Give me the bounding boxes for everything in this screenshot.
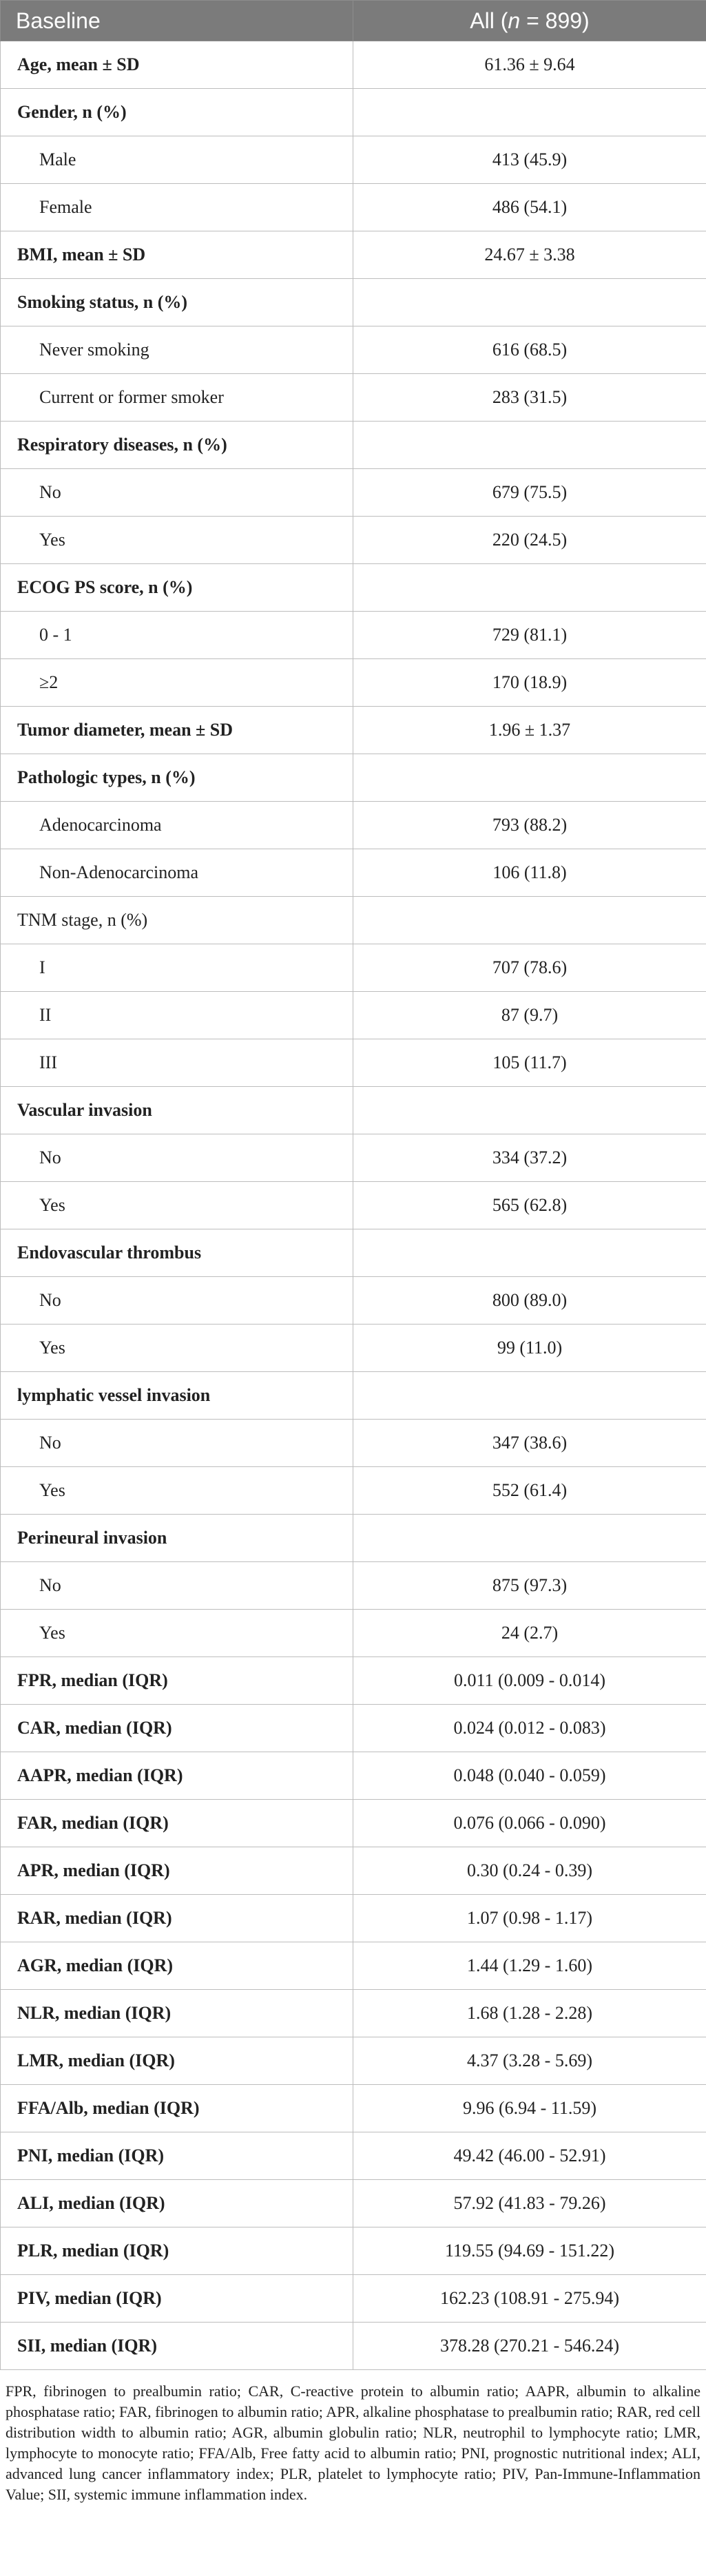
row-value: 4.37 (3.28 - 5.69) [353,2037,706,2085]
table-row [1,659,706,707]
table-row [1,1752,706,1800]
row-value: 1.96 ± 1.37 [353,707,706,754]
table-row [1,1515,706,1562]
table-row [1,564,706,612]
row-value: 707 (78.6) [353,944,706,992]
table-row [1,1467,706,1515]
row-label: Non-Adenocarcinoma [1,849,353,897]
row-label: Respiratory diseases, n (%) [1,422,353,469]
row-value: 486 (54.1) [353,184,706,231]
row-value: 170 (18.9) [353,659,706,707]
row-label: FAR, median (IQR) [1,1800,353,1847]
row-label: lymphatic vessel invasion [1,1372,353,1420]
row-value: 24.67 ± 3.38 [353,231,706,279]
row-value [353,1229,706,1277]
table-row [1,1705,706,1752]
row-label: Vascular invasion [1,1087,353,1134]
table-row [1,326,706,374]
row-label: Never smoking [1,326,353,374]
row-value: 800 (89.0) [353,1277,706,1325]
table-row [1,944,706,992]
table-row [1,1182,706,1229]
row-label: PLR, median (IQR) [1,2227,353,2275]
table-row [1,1325,706,1372]
row-label: TNM stage, n (%) [1,897,353,944]
table-body [1,41,706,2370]
row-label: BMI, mean ± SD [1,231,353,279]
row-value: 334 (37.2) [353,1134,706,1182]
table-row [1,1372,706,1420]
table-row [1,754,706,802]
row-value: 378.28 (270.21 - 546.24) [353,2323,706,2370]
row-label: Age, mean ± SD [1,41,353,89]
row-label: Yes [1,1325,353,1372]
row-value [353,1515,706,1562]
row-value: 162.23 (108.91 - 275.94) [353,2275,706,2323]
table-row [1,992,706,1039]
table-row [1,1087,706,1134]
row-label: SII, median (IQR) [1,2323,353,2370]
row-value: 793 (88.2) [353,802,706,849]
table-row [1,1895,706,1942]
row-value: 0.076 (0.066 - 0.090) [353,1800,706,1847]
row-value: 9.96 (6.94 - 11.59) [353,2085,706,2132]
table-row [1,469,706,517]
row-label: ECOG PS score, n (%) [1,564,353,612]
row-value [353,279,706,326]
row-value [353,1372,706,1420]
table-row [1,1039,706,1087]
row-label: AGR, median (IQR) [1,1942,353,1990]
row-value: 552 (61.4) [353,1467,706,1515]
row-value: 220 (24.5) [353,517,706,564]
table-row [1,1277,706,1325]
table-row [1,279,706,326]
row-value: 413 (45.9) [353,136,706,184]
row-label: Yes [1,1182,353,1229]
table-row [1,2180,706,2227]
row-label: Adenocarcinoma [1,802,353,849]
row-label: Endovascular thrombus [1,1229,353,1277]
row-value: 283 (31.5) [353,374,706,422]
row-value: 105 (11.7) [353,1039,706,1087]
row-label: Yes [1,1467,353,1515]
row-value: 347 (38.6) [353,1420,706,1467]
table-row [1,89,706,136]
row-value: 49.42 (46.00 - 52.91) [353,2132,706,2180]
table-row [1,1134,706,1182]
header-all-suffix: = 899) [520,8,590,33]
row-value [353,1087,706,1134]
row-label: Yes [1,517,353,564]
row-value: 729 (81.1) [353,612,706,659]
row-value [353,422,706,469]
row-value: 99 (11.0) [353,1325,706,1372]
row-label: 0 - 1 [1,612,353,659]
row-label: No [1,1420,353,1467]
table-row [1,1562,706,1610]
row-value: 875 (97.3) [353,1562,706,1610]
table-row [1,1229,706,1277]
row-label: Pathologic types, n (%) [1,754,353,802]
row-label: II [1,992,353,1039]
row-value: 1.68 (1.28 - 2.28) [353,1990,706,2037]
row-value [353,897,706,944]
table-row [1,802,706,849]
row-label: RAR, median (IQR) [1,1895,353,1942]
table-row [1,1610,706,1657]
row-label: Tumor diameter, mean ± SD [1,707,353,754]
row-value: 61.36 ± 9.64 [353,41,706,89]
table-row [1,1990,706,2037]
row-label: NLR, median (IQR) [1,1990,353,2037]
table-row [1,1657,706,1705]
row-label: Yes [1,1610,353,1657]
row-value: 106 (11.8) [353,849,706,897]
table-footnote: FPR, fibrinogen to prealbumin ratio; CAR, C-reactive protein to albumin ratio; AAPR, albumin to alkaline phosphatase ratio; FAR, fibrinogen to albumin ratio; APR, alkaline phosphatase to prealbumin ratio; RAR, red cell distribution width to albumin ratio; AGR, albumin globulin ratio; NLR, neutrophil to lymphocyte ratio; LMR, lymphocyte to monocyte ratio; FFA/Alb, Free fatty acid to albumin ratio; PNI, prognostic nutritional index; ALI, advanced lung cancer inflammatory index; PLR, platelet to lymphocyte ratio; PIV, Pan-Immune-Inflammation Value; SII, systemic immune inflammation index. [6,2382,700,2503]
row-value: 679 (75.5) [353,469,706,517]
row-label: Female [1,184,353,231]
header-baseline: Baseline [1,1,353,41]
header-all [353,1,706,41]
row-label: Male [1,136,353,184]
row-value: 616 (68.5) [353,326,706,374]
table-row [1,1800,706,1847]
row-label: No [1,469,353,517]
row-label: PIV, median (IQR) [1,2275,353,2323]
table-row [1,422,706,469]
table-row [1,2227,706,2275]
table-row [1,184,706,231]
row-label: ≥2 [1,659,353,707]
row-label: No [1,1134,353,1182]
row-value: 119.55 (94.69 - 151.22) [353,2227,706,2275]
header-all-prefix: All ( [470,8,508,33]
table-row [1,612,706,659]
table-row [1,849,706,897]
table-header-row [1,1,706,41]
table-row [1,231,706,279]
row-label: I [1,944,353,992]
row-value: 1.07 (0.98 - 1.17) [353,1895,706,1942]
row-value: 57.92 (41.83 - 79.26) [353,2180,706,2227]
table-row [1,2132,706,2180]
row-label: FFA/Alb, median (IQR) [1,2085,353,2132]
row-value: 0.30 (0.24 - 0.39) [353,1847,706,1895]
row-value: 565 (62.8) [353,1182,706,1229]
header-all-n: n [508,8,521,33]
row-value: 1.44 (1.29 - 1.60) [353,1942,706,1990]
row-label: APR, median (IQR) [1,1847,353,1895]
table-row [1,1420,706,1467]
row-label: III [1,1039,353,1087]
table-row [1,2275,706,2323]
row-value: 0.011 (0.009 - 0.014) [353,1657,706,1705]
row-value: 24 (2.7) [353,1610,706,1657]
row-label: CAR, median (IQR) [1,1705,353,1752]
table-row [1,897,706,944]
row-label: Gender, n (%) [1,89,353,136]
row-label: Perineural invasion [1,1515,353,1562]
table-row [1,1847,706,1895]
table-row [1,374,706,422]
table-row [1,517,706,564]
table-row [1,41,706,89]
row-value: 0.048 (0.040 - 0.059) [353,1752,706,1800]
table-row [1,136,706,184]
row-label: AAPR, median (IQR) [1,1752,353,1800]
row-label: No [1,1562,353,1610]
row-label: Smoking status, n (%) [1,279,353,326]
row-value [353,754,706,802]
row-label: FPR, median (IQR) [1,1657,353,1705]
table-row [1,2323,706,2370]
row-value [353,564,706,612]
row-label: No [1,1277,353,1325]
table-row [1,1942,706,1990]
row-label: Current or former smoker [1,374,353,422]
row-value [353,89,706,136]
table-row [1,707,706,754]
row-label: LMR, median (IQR) [1,2037,353,2085]
row-value: 87 (9.7) [353,992,706,1039]
table-row [1,2085,706,2132]
table-row [1,2037,706,2085]
row-label: ALI, median (IQR) [1,2180,353,2227]
row-label: PNI, median (IQR) [1,2132,353,2180]
row-value: 0.024 (0.012 - 0.083) [353,1705,706,1752]
